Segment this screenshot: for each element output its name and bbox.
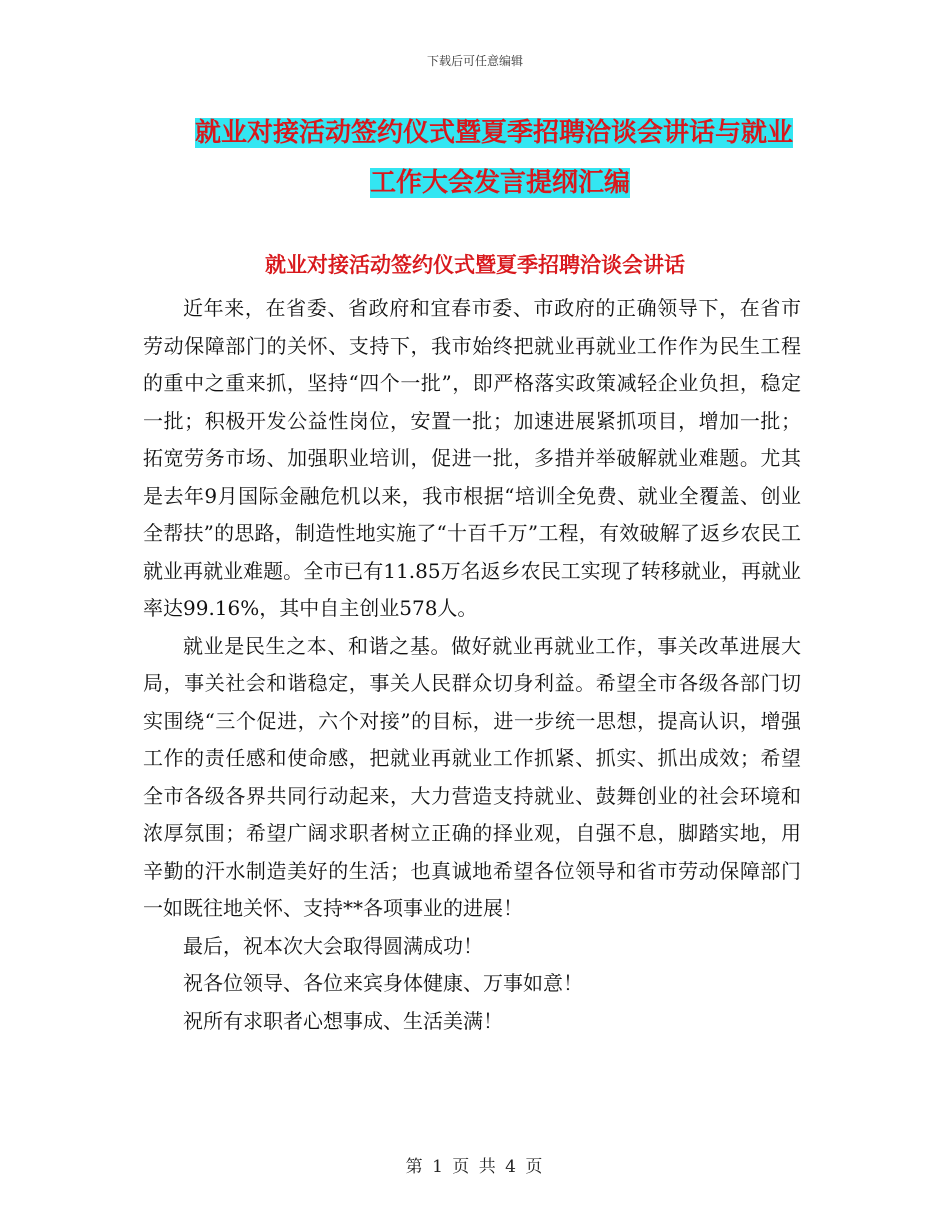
page-header-note: 下载后可任意编辑: [426, 54, 523, 68]
document-title-line-2: 工作大会发言提纲汇编: [369, 168, 630, 198]
paragraph-closing-3: 祝所有求职者心想事成、生活美满！: [183, 1008, 503, 1033]
paragraph-closing-1: 最后，祝本次大会取得圆满成功！: [183, 933, 483, 958]
paragraph-closing-2: 祝各位领导、各位来宾身体健康、万事如意！: [183, 971, 583, 995]
section-title: 就业对接活动签约仪式暨夏季招聘洽谈会讲话: [265, 253, 685, 277]
speech-body: [143, 290, 801, 1040]
document-title-line-1: 就业对接活动签约仪式暨夏季招聘洽谈会讲话与就业: [195, 118, 794, 148]
page-number-footer: 第 1 页 共 4 页: [405, 1157, 545, 1177]
document-title: [195, 108, 805, 208]
paragraph-intro: 近年来，在省委、省政府和宜春市委、市政府的正确领导下，在省市劳动保障部门的关怀、支持下，我市始终把就业再就业工作作为民生工程的重中之重来抓，坚持“四个一批”，即严格落实政策减轻企业负担，稳定一批；积极开发公益性岗位，安置一批；加速进展紧抓项目，增加一批；拓宽劳务市场、加强职业培训，促进一批，多措并举破解就业难题。尤其是去年9月国际金融危机以来，我市根据“培训全免费、就业全覆盖、创业全帮扶”的思路，制造性地实施了“十百千万”工程，有效破解了返乡农民工就业再就业难题。全市已有11.85万名返乡农民工实现了转移就业，再就业率达99.16%，其中自主创业578人。: [143, 296, 801, 620]
paragraph-importance: 就业是民生之本、和谐之基。做好就业再就业工作，事关改革进展大局，事关社会和谐稳定，事关人民群众切身利益。希望全市各级各部门切实围绕“三个促进，六个对接”的目标，进一步统一思想，提高认识，增强工作的责任感和使命感，把就业再就业工作抓紧、抓实、抓出成效；希望全市各级各界共同行动起来，大力营造支持就业、鼓舞创业的社会环境和浓厚氛围；希望广阔求职者树立正确的择业观，自强不息，脚踏实地，用辛勤的汗水制造美好的生活；也真诚地希望各位领导和省市劳动保障部门一如既往地关怀、支持**各项事业的进展！: [143, 633, 801, 920]
